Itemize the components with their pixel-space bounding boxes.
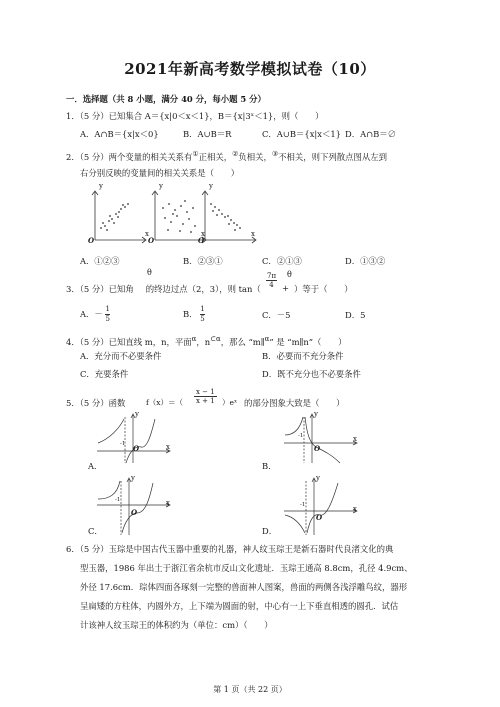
q3-frac-num: 7π <box>267 272 277 280</box>
q2-plot3-y-label: y <box>209 182 213 190</box>
q5-graph-c <box>95 477 175 537</box>
q4-subset: ⊂α <box>210 335 221 343</box>
q5-option-b: B． <box>262 461 277 471</box>
q5-graph-d-origin: O <box>316 513 323 522</box>
q5-function-lhs: f（x）＝（ <box>146 398 184 407</box>
q1-stem: 1．（5 分）已知集合 A＝{x|0＜x＜1}，B＝{x|3ˣ＜1}，则（ ） <box>66 111 324 121</box>
page-footer: 第 1 页（共 22 页） <box>213 685 287 694</box>
q3-option-a <box>80 305 110 324</box>
q3-stem-end: ）等于（ ） <box>294 284 353 294</box>
q2-stem-line1 <box>66 148 387 163</box>
q5-frac-num: x − 1 <box>196 388 215 396</box>
q3-frac-den: 4 <box>269 281 274 289</box>
q1-option-c: C．A∪B＝{x|x＜1} <box>262 129 342 139</box>
q2-circle-1: ① <box>192 150 199 158</box>
q3-option-a-den: 5 <box>105 315 110 323</box>
q5-graph-a-y: y <box>135 410 139 418</box>
q3-stem-part-b: 的终边过点（2，3），则 tan（ <box>145 284 261 294</box>
q2-stem-part-c: 负相关， <box>238 151 272 162</box>
q4-option-b: B．必要而不充分条件 <box>262 351 344 361</box>
q4-alpha-1: α <box>191 335 197 343</box>
q3-option-a-prefix: A．－ <box>80 309 103 319</box>
q2-scatter-plots <box>85 186 405 246</box>
q5-function-exp: ）eˣ <box>222 398 238 407</box>
q2-plot1-origin: O <box>88 236 95 245</box>
q5-option-d: D． <box>262 526 278 536</box>
q6-line-4: 呈扁矮的方柱体，内圆外方，上下端为圆面的射，中心有一上下垂直相透的圆孔．试估 <box>80 601 399 611</box>
q5-frac-den: x + 1 <box>196 397 215 405</box>
q2-plot3-x-label: x <box>251 230 255 238</box>
q3-option-b-prefix: B． <box>183 309 198 319</box>
q2-plot2-origin: O <box>148 236 155 245</box>
q2-stem-part-d: 不相关，则下列散点图从左到 <box>278 151 388 162</box>
q5-graph-a <box>95 413 175 465</box>
q2-option-a: A．①②③ <box>80 256 120 266</box>
q3-plus: + <box>282 283 290 293</box>
q3-option-c: C．－5 <box>262 310 291 320</box>
q2-scatter-points <box>100 200 241 233</box>
q5-graph-d-y: y <box>316 474 320 482</box>
q5-function-fraction <box>194 388 217 405</box>
q5-graph-d-x: x <box>353 505 357 513</box>
q3-theta-sup: θ <box>287 270 292 279</box>
q4-stem-part-c: ，那么 “m∥ <box>220 336 265 347</box>
q4-option-c: C．充要条件 <box>80 369 129 379</box>
q2-stem-part-a: 2．（5 分）两个变量的相关关系有 <box>66 151 193 162</box>
q4-alpha-2: α <box>264 335 270 343</box>
q4-stem-part-a: 4．（5 分）已知直线 m，n，平面 <box>66 336 192 347</box>
q5-graph-b-origin: O <box>314 444 321 453</box>
q5-stem-start: 5．（5 分）函数 <box>66 398 126 408</box>
section-heading: 一．选择题（共 8 小题，满分 40 分，每小题 5 分） <box>66 94 266 104</box>
q5-graph-b <box>282 413 362 465</box>
q2-plot2-x-label: x <box>201 230 205 238</box>
q1-option-d: D．A∩B＝∅ <box>345 129 397 139</box>
q4-option-a: A．充分而不必要条件 <box>80 351 162 361</box>
q5-graph-d-neg-one: -1 <box>300 502 306 508</box>
q5-option-c: C． <box>88 526 103 536</box>
q2-stem-line2: 右分别反映的变量间的相关关系是（ ） <box>80 168 240 178</box>
q2-plot1-y-label: y <box>99 182 103 190</box>
q2-circle-3: ③ <box>271 150 279 158</box>
q3-option-a-num: 1 <box>105 305 110 313</box>
q2-option-d: D．①③② <box>345 256 386 266</box>
q1-option-b: B．A∪B＝R <box>183 129 232 139</box>
q6-line-2: 型玉器，1986 年出土于浙江省余杭市反山文化遗址．玉琮王通高 8.8cm，孔径 4.9cm、 <box>80 563 413 573</box>
q3-stem-part-a: 3．（5 分）已知角 <box>66 284 134 294</box>
q3-option-b <box>183 305 205 324</box>
q4-stem <box>66 333 347 348</box>
q2-option-c: C．②①③ <box>262 256 302 266</box>
q2-plot3-origin: O <box>198 236 205 245</box>
q2-stem-part-b: 正相关， <box>198 151 233 162</box>
q3-theta-above: θ <box>147 268 152 277</box>
q5-graph-b-y: y <box>314 410 318 418</box>
q4-stem-part-d: ” 是 “m∥n”（ ） <box>269 336 347 347</box>
q5-graph-c-x: x <box>166 499 170 507</box>
q3-option-b-den: 5 <box>200 315 205 323</box>
q3-option-b-num: 1 <box>200 305 205 313</box>
q5-graph-c-y: y <box>131 474 135 482</box>
q5-graph-a-origin: O <box>133 444 140 453</box>
q5-graph-a-neg-one: -1 <box>120 441 126 447</box>
q2-option-b: B．②③① <box>183 256 223 266</box>
page-title: 2021年新高考数学模拟试卷（10） <box>124 60 376 78</box>
q5-graph-a-x: x <box>166 443 170 451</box>
q2-circle-2: ② <box>232 150 239 158</box>
q5-option-a: A． <box>88 461 103 471</box>
q5-graph-c-neg-one: -1 <box>115 497 121 503</box>
q6-line-5: 计该神人纹玉琮王的体积约为（单位：cm）（ ） <box>80 620 273 630</box>
q1-option-a: A．A∩B＝{x|x＜0} <box>80 129 159 139</box>
q2-plot2-y-label: y <box>159 182 163 190</box>
q4-option-d: D．既不充分也不必要条件 <box>262 369 361 379</box>
q3-option-d: D．5 <box>345 310 366 320</box>
q2-plot1-x-label: x <box>145 230 149 238</box>
q3-fraction <box>266 272 277 289</box>
q4-stem-part-b: ，n <box>196 336 211 347</box>
q5-graph-b-neg-one: -1 <box>298 433 304 439</box>
q3-stem <box>66 283 261 295</box>
q5-graph-b-x: x <box>353 435 357 443</box>
q6-line-3: 外径 17.6cm．琮体四面各琢刻一完整的兽面神人图案，兽面的两侧各浅浮雕鸟纹，器形 <box>80 582 408 592</box>
q5-stem-end: 的部分图象大致是（ ） <box>244 398 345 408</box>
q6-line-1: 6．（5 分）玉琮是中国古代玉器中重要的礼器，神人纹玉琮王是新石器时代良渚文化的典 <box>66 544 394 554</box>
q5-graph-d <box>282 477 362 537</box>
q5-graph-c-origin: O <box>131 508 138 517</box>
